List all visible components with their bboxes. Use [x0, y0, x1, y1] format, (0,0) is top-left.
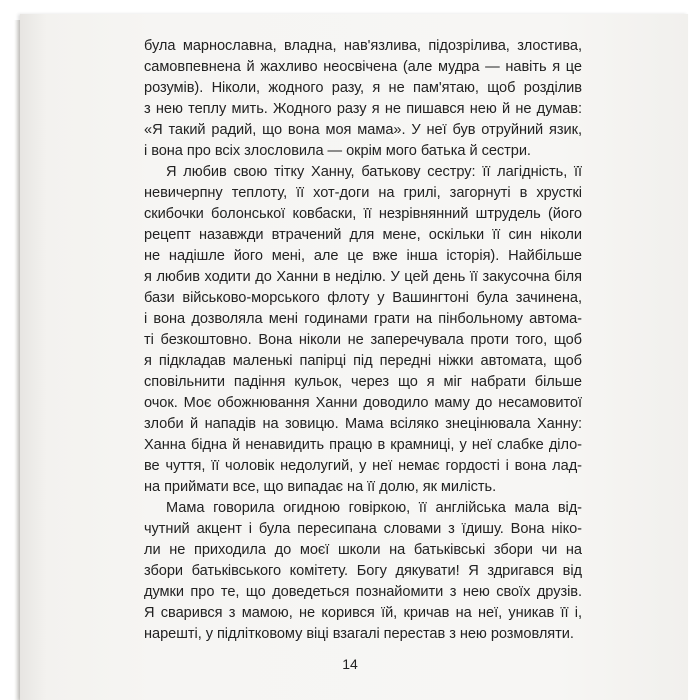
text-line: нарешті, у підлітковому віці взагалі перестав з нею розмовляти. [144, 626, 574, 642]
text-line: я підкладав маленькі папірці під передні ніжки автомата, щоб [144, 353, 582, 369]
paragraph-3 [144, 498, 582, 645]
text-line: Я любив свою тітку Ханну, батькову сестру: її лагідність, її [166, 164, 582, 180]
text-line: очок. Моє обожнювання Ханни доводило маму до несамовитої [144, 395, 582, 411]
text-line: рецепт назавжди втрачений для мене, оскільки її син ніколи [144, 227, 582, 243]
text-line: бази військово-морського флоту у Вашингтоні була зачинена, [144, 290, 582, 306]
text-line: ве чуття, її чоловік недолугий, у неї немає гордості і вона лад- [144, 458, 582, 474]
text-line: не надішле його мені, але це вже інша історія). Найбільше [144, 248, 582, 264]
text-line: Мама говорила огидною говіркою, її англійська мала від- [166, 500, 582, 516]
text-line: Я сварився з мамою, не корився їй, кричав на неї, уникав її і, [144, 605, 582, 621]
text-line: ті безкоштовно. Вона ніколи не заперечувала проти того, щоб [144, 332, 582, 348]
page-text [144, 36, 582, 645]
text-line: я любив ходити до Ханни в неділю. У цей день її закусочна біля [144, 269, 582, 285]
text-line: чутний акцент і була пересипана словами з їдишу. Вона ніко- [144, 521, 582, 537]
text-line: розумів). Ніколи, жодного разу, я не пам'ятаю, щоб розділив [144, 80, 582, 96]
paragraph-1 [144, 36, 582, 162]
text-line: злоби й нападів на зовицю. Мама всіляко знецінювала Ханну: [144, 416, 582, 432]
text-line: думки про те, що доведеться познайомити з нею своїх друзів. [144, 584, 582, 600]
text-line: і вона дозволяла мені годинами грати на пінбольному автома- [144, 311, 582, 327]
text-line: «Я такий радий, що вона моя мама». У неї був отруйний язик, [144, 122, 582, 138]
text-line: ли не приходила до моєї школи на батьківські збори чи на [144, 542, 582, 558]
text-line: скибочки болонської ковбаски, її незрівнянний штрудель (його [144, 206, 582, 222]
page-number: 14 [342, 656, 358, 672]
text-line: Ханна бідна й ненавидить працю в крамниці, у неї слабке діло- [144, 437, 582, 453]
text-line: невичерпну теплоту, її хот-доги на грилі, загорнуті в хрусткі [144, 185, 582, 201]
text-line: самовпевнена й жахливо неосвічена (але мудра — навіть я це [144, 59, 582, 75]
text-line: була марнославна, владна, нав'язлива, підозрілива, злостива, [144, 38, 582, 54]
text-line: збори батьківського комітету. Богу дякувати! Я здригався від [144, 563, 582, 579]
text-line: на приймати все, що випадає на її долю, як милість. [144, 479, 497, 495]
paragraph-2 [144, 162, 582, 498]
text-line: з нею теплу мить. Жодного разу я не пишався нею й не думав: [144, 101, 582, 117]
text-line: сповільнити падіння кульок, через що я міг набрати більше [144, 374, 582, 390]
text-line: і вона про всіх злословила — окрім мого батька й сестри. [144, 143, 531, 159]
